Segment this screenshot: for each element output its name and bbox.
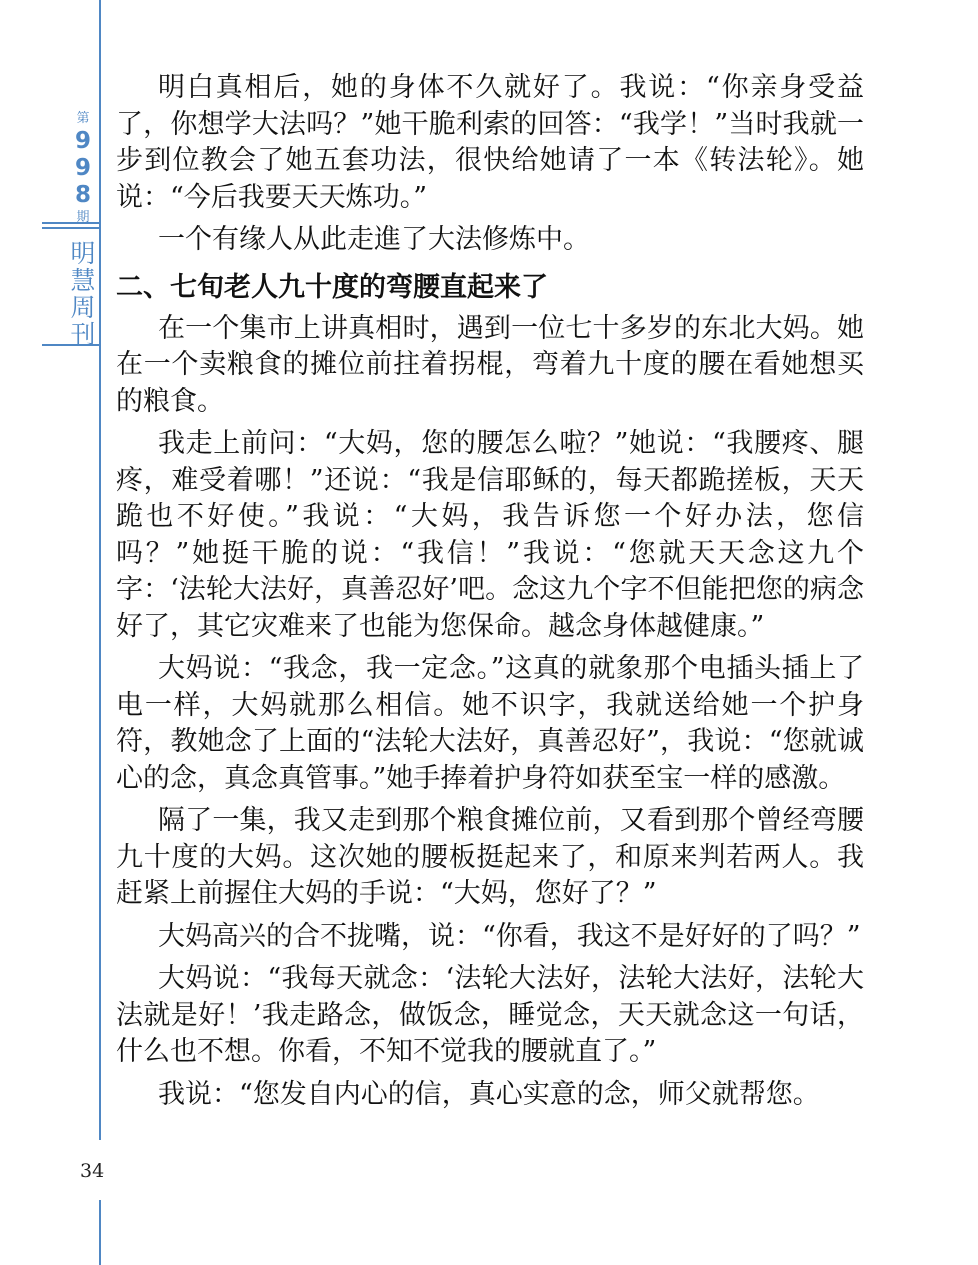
paragraph: 我说：“您发自内心的信，真心实意的念，师父就帮您。 xyxy=(158,1078,820,1110)
issue-suffix: 期 xyxy=(76,210,90,225)
paragraph: 在一个集市上讲真相时，遇到一位七十多岁的东北大妈。她在一个卖粮食的摊位前拄着拐棍，弯着九十度的腰在看她想买的粮食。 xyxy=(116,312,864,417)
article-body xyxy=(116,70,864,1119)
paragraph: 大妈说：“我每天就念：‘法轮大法好，法轮大法好，法轮大法就是好！’我走路念，做饭念，睡觉念，天天就念这一句话，什么也不想。你看，不知不觉我的腰就直了。” xyxy=(116,963,864,1067)
issue-prefix: 第 xyxy=(76,111,90,126)
issue-number xyxy=(66,110,100,227)
issue-digit: 8 xyxy=(74,182,91,208)
section-heading: 二、七旬老人九十度的弯腰直起来了 xyxy=(116,271,548,303)
magazine-char: 慧 xyxy=(70,266,96,295)
issue-digit: 9 xyxy=(74,155,91,181)
page-number: 34 xyxy=(80,1160,105,1182)
sidebar xyxy=(0,0,105,1265)
magazine-char: 刊 xyxy=(70,320,96,349)
paragraph: 大妈说：“我念，我一定念。”这真的就象那个电插头插上了电一样，大妈就那么相信。她不识字，我就送给她一个护身符，教她念了上面的“法轮大法好，真善忍好”，我说：“您就诚心的念，真念真管事。”她手捧着护身符如获至宝一样的感激。 xyxy=(116,653,864,794)
paragraph: 一个有缘人从此走進了大法修炼中。 xyxy=(158,224,590,255)
paragraph: 大妈高兴的合不拢嘴，说：“你看，我这不是好好的了吗？” xyxy=(158,920,861,952)
sidebar-divider-line-bottom xyxy=(99,1200,101,1265)
sidebar-rule-top-2 xyxy=(42,227,100,229)
magazine-char: 周 xyxy=(70,293,96,322)
issue-digit: 9 xyxy=(74,128,91,154)
magazine-title xyxy=(66,240,100,348)
paragraph: 隔了一集，我又走到那个粮食摊位前，又看到那个曾经弯腰九十度的大妈。这次她的腰板挺起来了，和原来判若两人。我赶紧上前握住大妈的手说：“大妈，您好了？” xyxy=(116,805,864,909)
magazine-char: 明 xyxy=(70,239,96,268)
paragraph: 明白真相后，她的身体不久就好了。我说：“你亲身受益了，你想学大法吗？”她干脆利索的回答：“我学！”当时我就一步到位教会了她五套功法，很快给她请了一本《转法轮》。她说：“今后我要天天炼功。” xyxy=(116,72,864,213)
paragraph: 我走上前问：“大妈，您的腰怎么啦？”她说：“我腰疼、腿疼，难受着哪！”还说：“我是信耶稣的，每天都跪搓板，天天跪也不好使。”我说：“大妈，我告诉您一个好办法，您信吗？”她挺干脆的说：“我信！”我说：“您就天天念这九个字：‘法轮大法好，真善忍好’吧。念这九个字不但能把您的病念好了，其它灾难来了也能为您保命。越念身体越健康。” xyxy=(116,428,864,642)
